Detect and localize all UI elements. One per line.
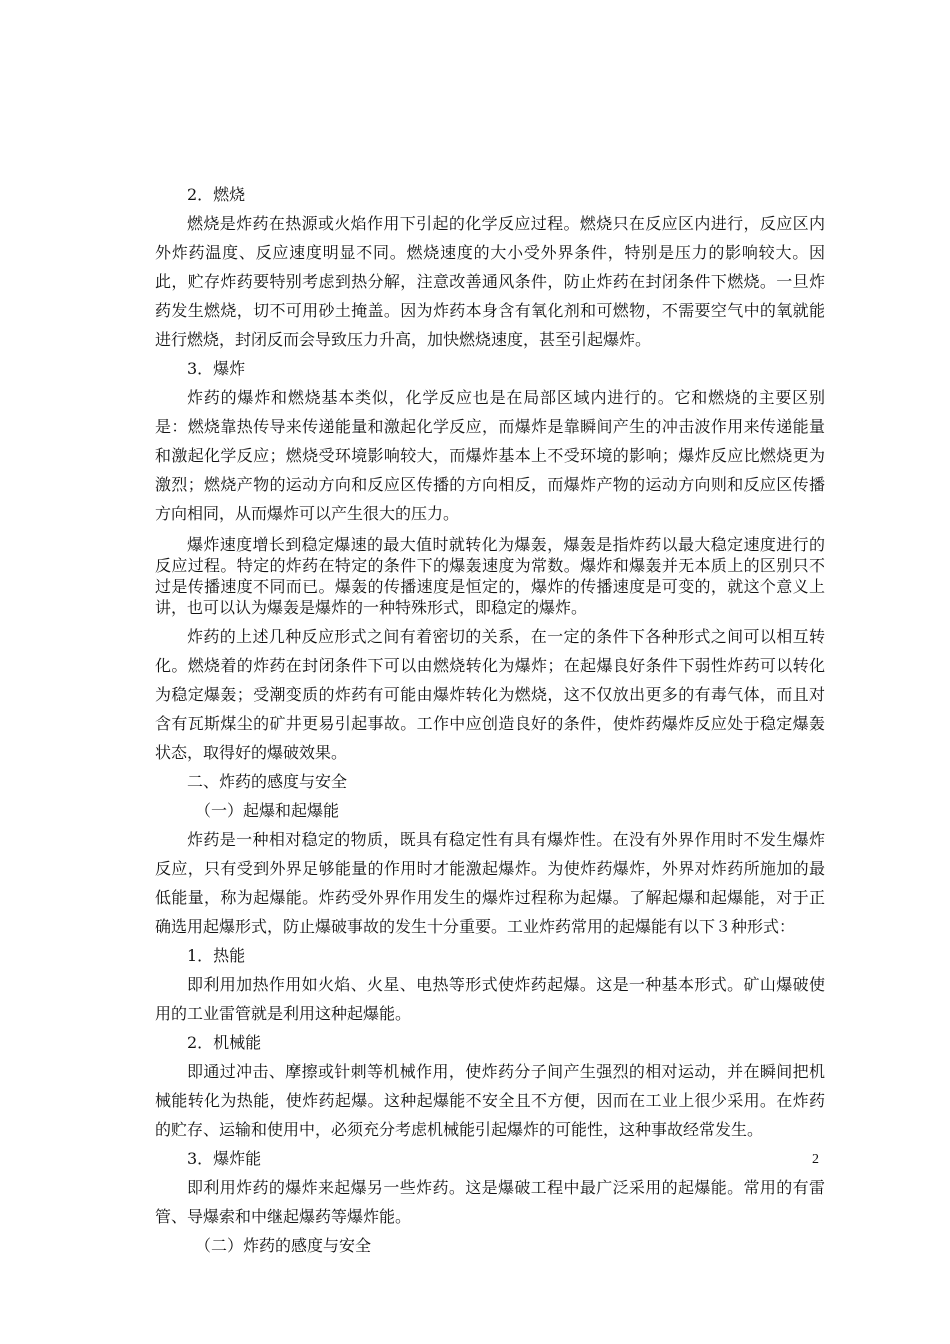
subsection-heading-initiation: （一）起爆和起爆能 <box>195 801 340 820</box>
paragraph-reaction-forms: 炸药的上述几种反应形式之间有着密切的关系，在一定的条件下各种形式之间可以相互转化。燃烧着的炸药在封闭条件下可以由燃烧转化为爆炸；在起爆良好条件下弱性炸药可以转化为稳定爆轰；受潮变质的炸药有可能由爆炸转化为燃烧，这不仅放出更多的有毒气体，而且对含有瓦斯煤尘的矿井更易引起事故。工作中应创造良好的条件，使炸药爆炸反应处于稳定爆轰状态，取得好的爆破效果。 <box>155 627 825 762</box>
section-heading-explosion: 3．爆炸 <box>187 359 246 378</box>
chapter-heading-sensitivity: 二、炸药的感度与安全 <box>187 772 348 791</box>
section-heading-thermal-energy: 1．热能 <box>187 946 246 965</box>
paragraph-thermal-energy: 即利用加热作用如火焰、火星、电热等形式使炸药起爆。这是一种基本形式。矿山爆破使用的工业雷管就是利用这种起爆能。 <box>155 975 825 1023</box>
section-heading-mechanical-energy: 2．机械能 <box>187 1033 262 1052</box>
paragraph-detonation: 爆炸速度增长到稳定爆速的最大值时就转化为爆轰，爆轰是指炸药以最大稳定速度进行的反应过程。特定的炸药在特定的条件下的爆轰速度为常数。爆炸和爆轰并无本质上的区别只不过是传播速度不同而已。爆轰的传播速度是恒定的，爆炸的传播速度是可变的，就这个意义上讲，也可以认为爆轰是爆炸的一种特殊形式，即稳定的爆炸。 <box>155 535 825 617</box>
paragraph-explosive-energy: 即利用炸药的爆炸来起爆另一些炸药。这是爆破工程中最广泛采用的起爆能。常用的有雷管、导爆索和中继起爆药等爆炸能。 <box>155 1178 825 1226</box>
section-heading-combustion: 2．燃烧 <box>187 185 246 204</box>
paragraph-initiation: 炸药是一种相对稳定的物质，既具有稳定性有具有爆炸性。在没有外界作用时不发生爆炸反应，只有受到外界足够能量的作用时才能激起爆炸。为使炸药爆炸，外界对炸药所施加的最低能量，称为起爆能。炸药受外界作用发生的爆炸过程称为起爆。了解起爆和起爆能，对于正确选用起爆形式，防止爆破事故的发生十分重要。工业炸药常用的起爆能有以下３种形式： <box>155 830 825 936</box>
subsection-heading-sensitivity-safety: （二）炸药的感度与安全 <box>195 1236 372 1255</box>
section-heading-explosive-energy: 3．爆炸能 <box>187 1149 262 1168</box>
paragraph-explosion: 炸药的爆炸和燃烧基本类似，化学反应也是在局部区域内进行的。它和燃烧的主要区别是：燃烧靠热传导来传递能量和激起化学反应，而爆炸是靠瞬间产生的冲击波作用来传递能量和激起化学反应；燃烧受环境影响较大，而爆炸基本上不受环境的影响；爆炸反应比燃烧更为激烈；燃烧产物的运动方向和反应区传播的方向相反，而爆炸产物的运动方向则和反应区传播方向相同，从而爆炸可以产生很大的压力。 <box>155 388 825 523</box>
document-body <box>155 180 825 1260</box>
page-number: 2 <box>812 1152 819 1167</box>
paragraph-combustion: 燃烧是炸药在热源或火焰作用下引起的化学反应过程。燃烧只在反应区内进行，反应区内外炸药温度、反应速度明显不同。燃烧速度的大小受外界条件，特别是压力的影响较大。因此，贮存炸药要特别考虑到热分解，注意改善通风条件，防止炸药在封闭条件下燃烧。一旦炸药发生燃烧，切不可用砂土掩盖。因为炸药本身含有氧化剂和可燃物，不需要空气中的氧就能进行燃烧，封闭反而会导致压力升高，加快燃烧速度，甚至引起爆炸。 <box>155 214 825 349</box>
paragraph-mechanical-energy: 即通过冲击、摩擦或针刺等机械作用，使炸药分子间产生强烈的相对运动，并在瞬间把机械能转化为热能，使炸药起爆。这种起爆能不安全且不方便，因而在工业上很少采用。在炸药的贮存、运输和使用中，必须充分考虑机械能引起爆炸的可能性，这种事故经常发生。 <box>155 1062 825 1139</box>
